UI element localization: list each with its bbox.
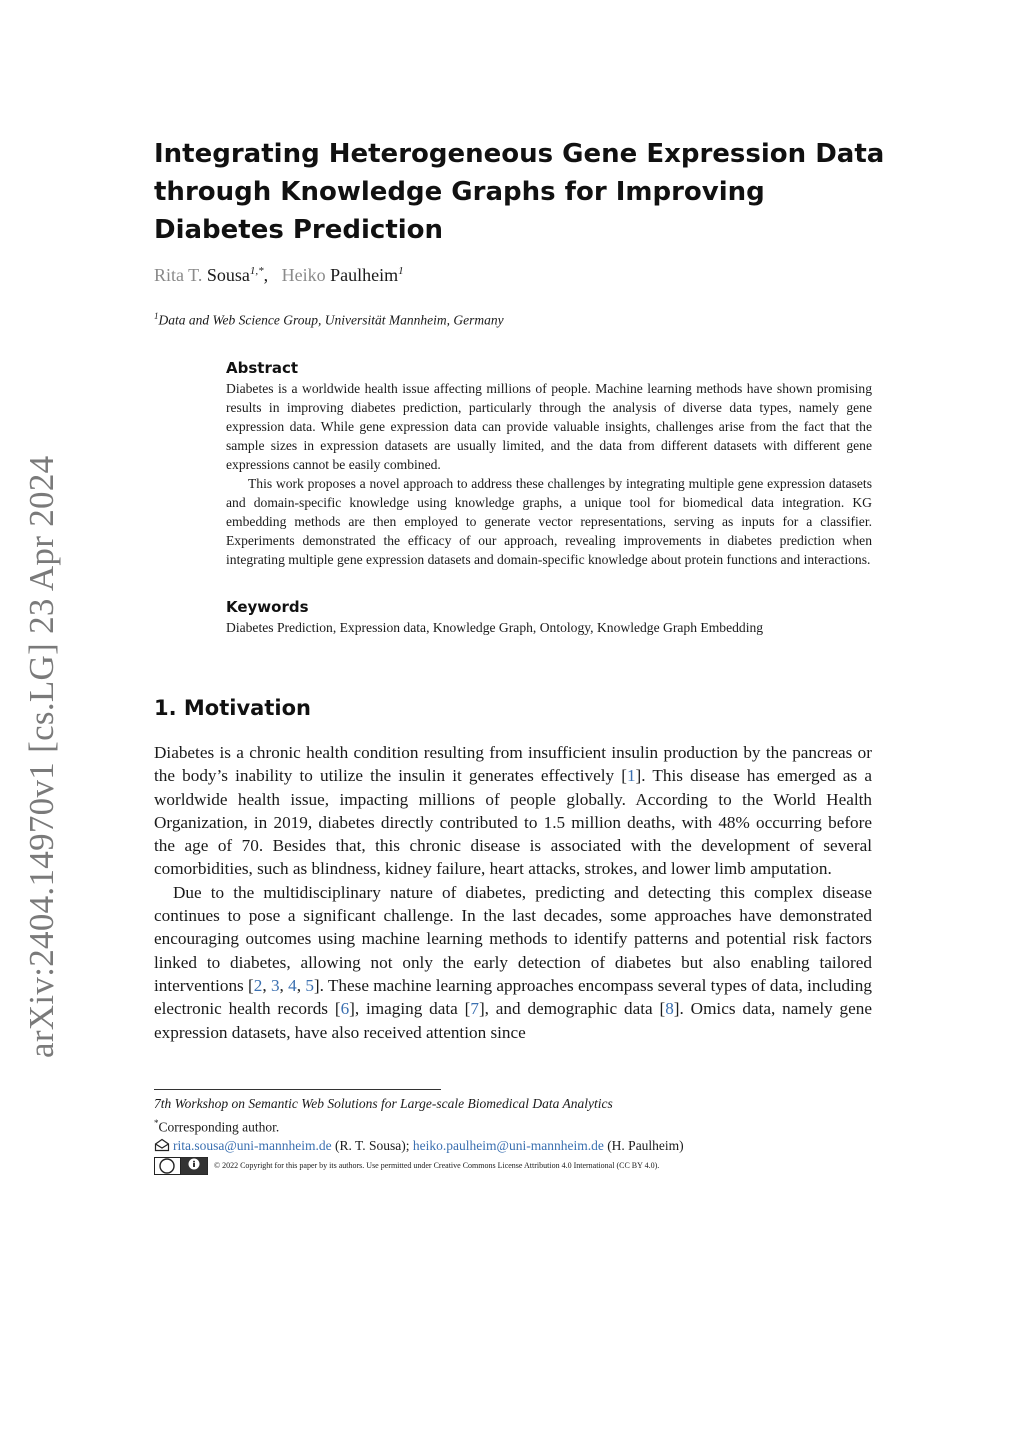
author-name: Rita T. Sousa$^{1,*}$: [154, 265, 264, 285]
citation-link[interactable]: 7: [470, 999, 479, 1019]
cc-by-license-icon: [154, 1157, 208, 1175]
abstract: [226, 359, 872, 569]
citation-link[interactable]: 4: [288, 975, 297, 995]
email-link[interactable]: heiko.paulheim@uni-mannheim.de: [412, 1137, 604, 1153]
footnote-divider: [154, 1089, 441, 1090]
keywords-list: Diabetes Prediction, Expression data, Knowledge Graph, Ontology, Knowledge Graph Embedding: [226, 620, 764, 635]
abstract-paragraph: Diabetes is a worldwide health issue affecting millions of people. Machine learning methods have shown promising results in improving diabetes prediction, particularly through the analysis of diverse data types, namely gene expression data. While gene expression data can provide valuable insights, challenges arise from the fact that the sample sizes in expression datasets are usually limited, and the data from different datasets with different gene expressions cannot be easily combined.: [226, 381, 872, 472]
affiliation: $^1$Data and Web Science Group, Universität Mannheim, Germany: [154, 311, 504, 328]
keywords-heading: Keywords: [226, 598, 309, 616]
author-list: Rita T. Sousa$^{1,*}$, Heiko Paulheim$^1$: [154, 265, 404, 285]
footnotes: [154, 1095, 872, 1175]
abstract-heading: Abstract: [226, 359, 299, 377]
email-footnote: rita.sousa@uni-mannheim.de (R. T. Sousa); heiko.paulheim@uni-mannheim.de (H. Paulheim): [154, 1137, 872, 1156]
citation-link[interactable]: 6: [340, 999, 350, 1019]
email-link[interactable]: rita.sousa@uni-mannheim.de: [173, 1137, 332, 1153]
envelope-icon: [154, 1138, 170, 1152]
citation-link[interactable]: 3: [270, 975, 280, 995]
body-paragraph: Due to the multidisciplinary nature of diabetes, predicting and detecting this complex disease continues to pose a significant challenge. In the last decades, some approaches have demonstrated encouraging outcomes using machine learning methods to identify patterns and potential risk factors linked to diabetes, allowing not only the early detection of diabetes but also enabling tailored interventions [2, 3, 4, 5]. These machine learning approaches encompass several types of data, including electronic health records [6], imaging data [7], and demographic data [8]. Omics data, namely gene expression datasets, have also received attention since: [154, 882, 872, 1042]
arxiv-identifier-stamp: arXiv:2404.14970v1 [cs.LG] 23 Apr 2024: [22, 455, 61, 1058]
author-name: Heiko Paulheim$^1$: [281, 265, 404, 285]
abstract-paragraph: This work proposes a novel approach to address these challenges by integrating multiple gene expression datasets and domain-specific knowledge using knowledge graphs, a unique tool for biomedical data integration. KG embedding methods are then employed to generate vector representations, serving as inputs for a classifier. Experiments demonstrated the efficacy of our approach, revealing improvements in diabetes prediction when integrating multiple gene expression datasets and domain-specific knowledge about protein functions and interactions.: [226, 476, 872, 567]
section-heading: 1. Motivation: [154, 696, 311, 720]
citation-link[interactable]: 8: [665, 999, 674, 1019]
citation-link[interactable]: 5: [305, 975, 314, 995]
keywords: [226, 598, 872, 637]
citation-link[interactable]: 1: [626, 766, 636, 786]
license-text: © 2022 Copyright for this paper by its authors. Use permitted under Creative Commons License Attribution 4.0 International (CC BY 4.0).: [214, 1161, 660, 1170]
license-line: [154, 1157, 872, 1175]
workshop-footnote: 7th Workshop on Semantic Web Solutions for Large-scale Biomedical Data Analytics: [154, 1096, 613, 1111]
citation-link[interactable]: 2: [253, 975, 263, 995]
corresponding-author-footnote: *Corresponding author.: [154, 1117, 280, 1134]
body-paragraph: Diabetes is a chronic health condition resulting from insufficient insulin production by the pancreas or the body’s inability to utilize the insulin it generates effectively [1]. This disease has emerged as a worldwide health issue, impacting millions of people globally. According to the World Health Organization, in 2019, diabetes directly contributed to 1.5 million deaths, with 48% occurring before the age of 70. Besides that, this chronic disease is associated with the development of several comorbidities, such as blindness, kidney failure, heart attacks, strokes, and lower limb amputation.: [154, 743, 872, 879]
body-text: [154, 741, 872, 1044]
paper-title: Integrating Heterogeneous Gene Expression Data through Knowledge Graphs for Improving Diabetes Prediction: [154, 139, 885, 245]
